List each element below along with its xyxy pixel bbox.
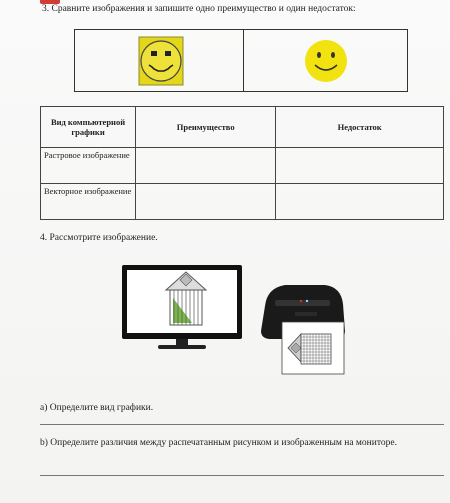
table-row bbox=[41, 148, 444, 184]
monitor-icon bbox=[122, 265, 242, 353]
answer-line-a[interactable] bbox=[40, 424, 444, 425]
task3-title: 3. Сравните изображения и запишите одно преимущество и один недостаток: bbox=[42, 4, 356, 14]
question-a: а) Определите вид графики. bbox=[40, 403, 154, 413]
header-advantage: Преимущество bbox=[136, 107, 276, 148]
answer-cell-advantage-raster[interactable] bbox=[136, 148, 276, 184]
header-disadvantage: Недостаток bbox=[276, 107, 444, 148]
header-graphics-type: Вид компьютерной графики bbox=[41, 107, 136, 148]
table-header-row bbox=[41, 107, 444, 148]
row-type-vector: Векторное изображение bbox=[41, 184, 136, 220]
table-row bbox=[41, 184, 444, 220]
answer-cell-disadvantage-vector[interactable] bbox=[276, 184, 444, 220]
task4-title: 4. Рассмотрите изображение. bbox=[40, 233, 158, 243]
answer-cell-disadvantage-raster[interactable] bbox=[276, 148, 444, 184]
printer-icon bbox=[255, 276, 350, 376]
pixel-smiley-icon bbox=[138, 36, 184, 86]
question-b: b) Определите различия между распечатанным рисунком и изображенным на мониторе. bbox=[40, 438, 397, 448]
answer-line-b[interactable] bbox=[40, 475, 444, 476]
row-type-raster: Растровое изображение bbox=[41, 148, 136, 184]
answer-cell-advantage-vector[interactable] bbox=[136, 184, 276, 220]
comparison-table bbox=[40, 106, 444, 220]
smiley-comparison-box bbox=[74, 29, 408, 92]
box-divider bbox=[243, 30, 244, 91]
vector-smiley-icon bbox=[303, 35, 349, 87]
printed-house-icon bbox=[282, 322, 344, 374]
